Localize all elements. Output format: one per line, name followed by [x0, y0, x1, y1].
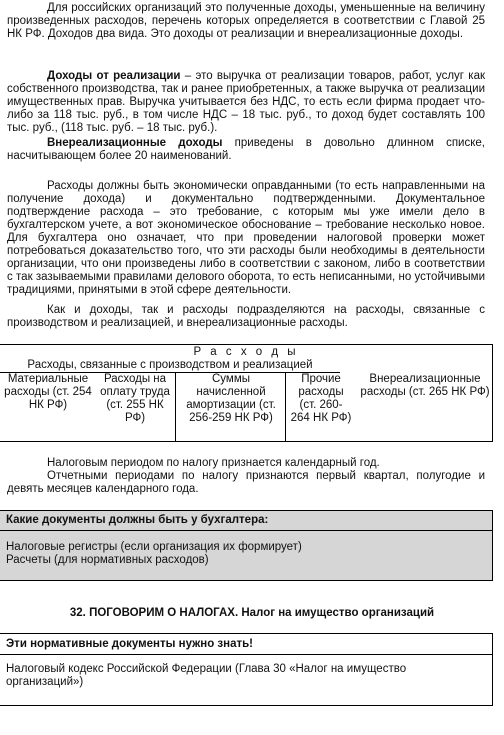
box-line: Расчеты (для нормативных расходов) — [6, 554, 209, 566]
term-sales-income: Доходы от реализации — [47, 70, 181, 82]
paragraph-text: приведены в довольно длинном списке, насчитывающем более 20 наименований. — [7, 137, 485, 162]
box-divider — [0, 530, 492, 531]
accountant-documents-box — [0, 510, 493, 581]
paragraph-text: Расходы должны быть экономически оправданными (то есть направленными на получение дохода) и документально подтвержденными. Документальное подтверждение расхода – это требование, с которым мы уже имели дело в бухгалтерском учете, а вот экономическое обоснование – требование несколько новое. Для бухгалтера оно означает, что при проведении налоговой проверки может потребоваться доказательство того, что эти расходы были необходимы в деятельности организации, что они произведены либо в соответствии с законом, либо в соответствии с так зазываемыми правилами делового оборота, то есть неписанными, но устойчивыми традициями, принятыми в этой сфере деятельности. — [7, 180, 485, 296]
table-cell-other: Прочие расходы (ст. 260-264 НК РФ) — [290, 373, 352, 424]
paragraph-tax-period — [7, 457, 485, 470]
paragraph-nonoperating-income — [7, 137, 485, 163]
paragraph-expenses-requirements — [7, 180, 485, 297]
table-cell-material: Материальные расходы (ст. 254 НК РФ) — [4, 373, 92, 411]
table-subtitle: Расходы, связанные с производством и реализацией — [0, 359, 340, 373]
section-heading: 32. ПОГОВОРИМ О НАЛОГАХ. Налог на имущество организаций — [69, 607, 435, 619]
box-divider — [0, 654, 492, 655]
box-title: Эти нормативные документы нужно знать! — [6, 638, 254, 650]
table-cell-labor: Расходы на оплату труда (ст. 255 НК РФ) — [100, 373, 170, 424]
paragraph-text: Налоговым периодом по налогу признается календарный год. — [47, 457, 380, 469]
paragraph-sales-income — [7, 70, 485, 135]
expenses-table — [0, 344, 493, 442]
table-cell-nonoperating: Внереализационные расходы (ст. 265 НК РФ) — [360, 373, 490, 398]
paragraph-reporting-periods — [7, 470, 485, 496]
box-line: Налоговые регистры (если организация их формирует) — [6, 541, 302, 553]
box-title: Какие документы должны быть у бухгалтера: — [6, 514, 269, 526]
paragraph-text: Для российских организаций это полученные доходы, уменьшенные на величину произведенных расходов, перечень которых определяется в соответствии с Главой 25 НК РФ. Доходов два вида. Это доходы от реализации и внереализационные доходы. — [7, 2, 485, 40]
paragraph-text: Как и доходы, так и расходы подразделяются на расходы, связанные с производством и реализацией, и внереализационные расходы. — [7, 304, 485, 329]
normative-documents-box — [0, 633, 493, 706]
box-text: Налоговый кодекс Российской Федерации (Глава 30 «Налог на имущество организаций») — [6, 663, 407, 688]
table-divider — [285, 373, 286, 441]
paragraph-profit-definition — [7, 2, 485, 41]
paragraph-expenses-classification — [7, 304, 485, 330]
table-cell-amortization: Суммы начисленной амортизации (ст. 256-259 НК РФ) — [186, 373, 276, 424]
term-nonoperating-income: Внереализационные доходы — [47, 137, 223, 149]
table-title: Р а с х о д ы — [193, 346, 299, 358]
paragraph-text: Отчетными периодами по налогу признаются первый квартал, полугодие и девять месяцев календарного года. — [7, 470, 485, 495]
table-divider — [175, 373, 176, 441]
paragraph-text: – это выручка от реализации товаров, работ, услуг как собственного производства, так и ранее приобретенных, а также выручка от реализации имущественных прав. Выручка учитывается без НДС, то есть если фирма продает что-либо за 118 тыс. руб., в том числе НДС – 18 тыс. руб., то доход будет составлять 100 тыс. руб., (118 тыс. руб. – 18 тыс. руб.). — [7, 70, 486, 134]
